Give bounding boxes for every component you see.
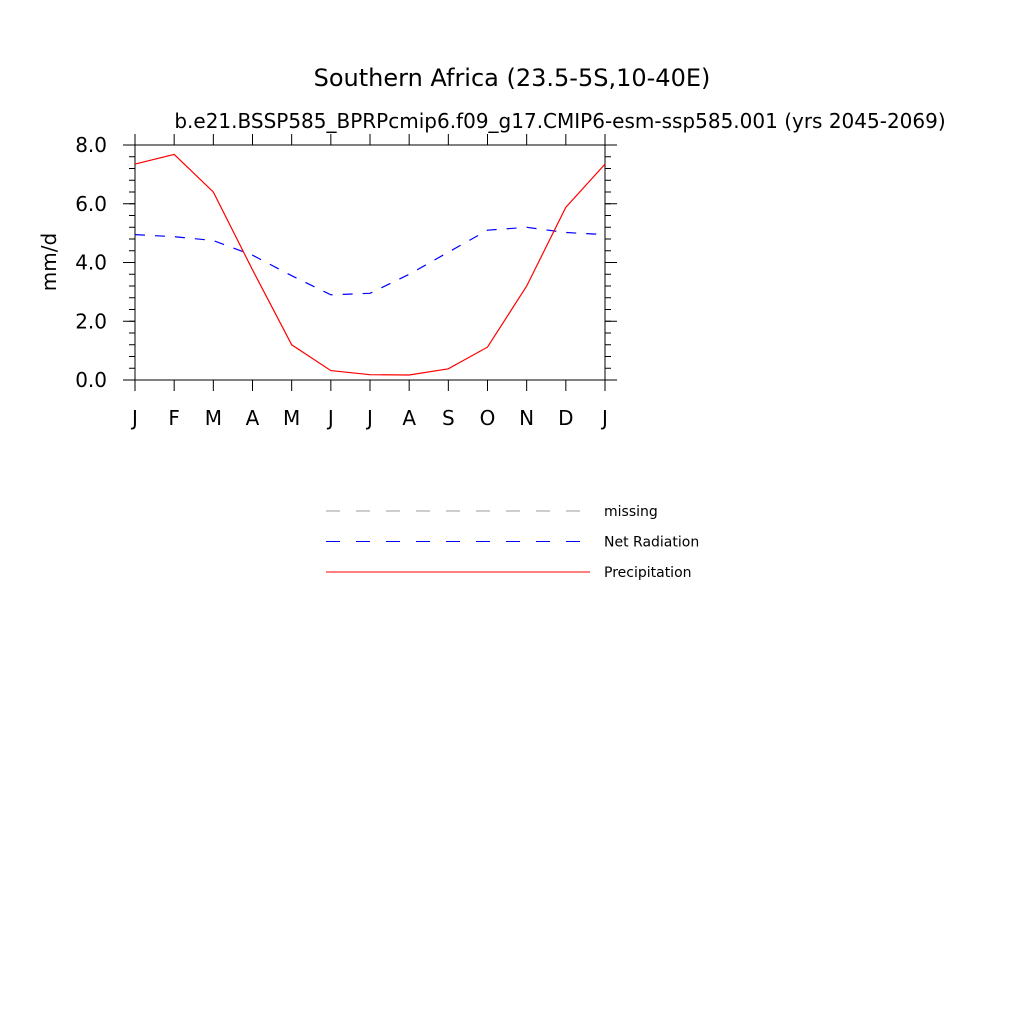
y-tick-label: 6.0 bbox=[75, 191, 107, 216]
y-tick-label: 0.0 bbox=[75, 368, 107, 392]
x-tick-label: J bbox=[367, 406, 373, 430]
chart-subtitle: b.e21.BSSP585_BPRPcmip6.f09_g17.CMIP6-esm-ssp585.001 (yrs 2045-2069) bbox=[174, 109, 946, 133]
plot-frame bbox=[135, 145, 605, 380]
x-tick-label: M bbox=[283, 406, 301, 430]
x-tick-label: S bbox=[441, 406, 455, 430]
x-tick-label: J bbox=[132, 406, 138, 430]
legend-label: missing bbox=[604, 504, 658, 520]
x-tick-label: A bbox=[402, 406, 417, 430]
y-tick-label: 4.0 bbox=[75, 250, 107, 275]
legend-label: Net Radiation bbox=[604, 534, 700, 551]
x-tick-label: A bbox=[245, 406, 260, 430]
y-tick-label: 8.0 bbox=[75, 133, 107, 157]
x-tick-label: M bbox=[204, 406, 222, 430]
y-axis-label: mm/d bbox=[37, 232, 61, 292]
legend bbox=[326, 504, 699, 581]
x-tick-label: F bbox=[168, 406, 180, 430]
x-tick-label: N bbox=[519, 406, 535, 430]
chart-title: Southern Africa (23.5-5S,10-40E) bbox=[313, 64, 711, 92]
series-line-net-radiation bbox=[135, 227, 605, 294]
series-line-precipitation bbox=[135, 154, 605, 375]
x-tick-label: O bbox=[479, 406, 496, 430]
x-tick-label: D bbox=[558, 406, 574, 430]
plot-area bbox=[75, 133, 617, 430]
y-tick-label: 2.0 bbox=[75, 309, 107, 334]
legend-label: Precipitation bbox=[604, 565, 692, 581]
x-tick-label: J bbox=[602, 406, 608, 430]
x-tick-label: J bbox=[327, 406, 334, 430]
